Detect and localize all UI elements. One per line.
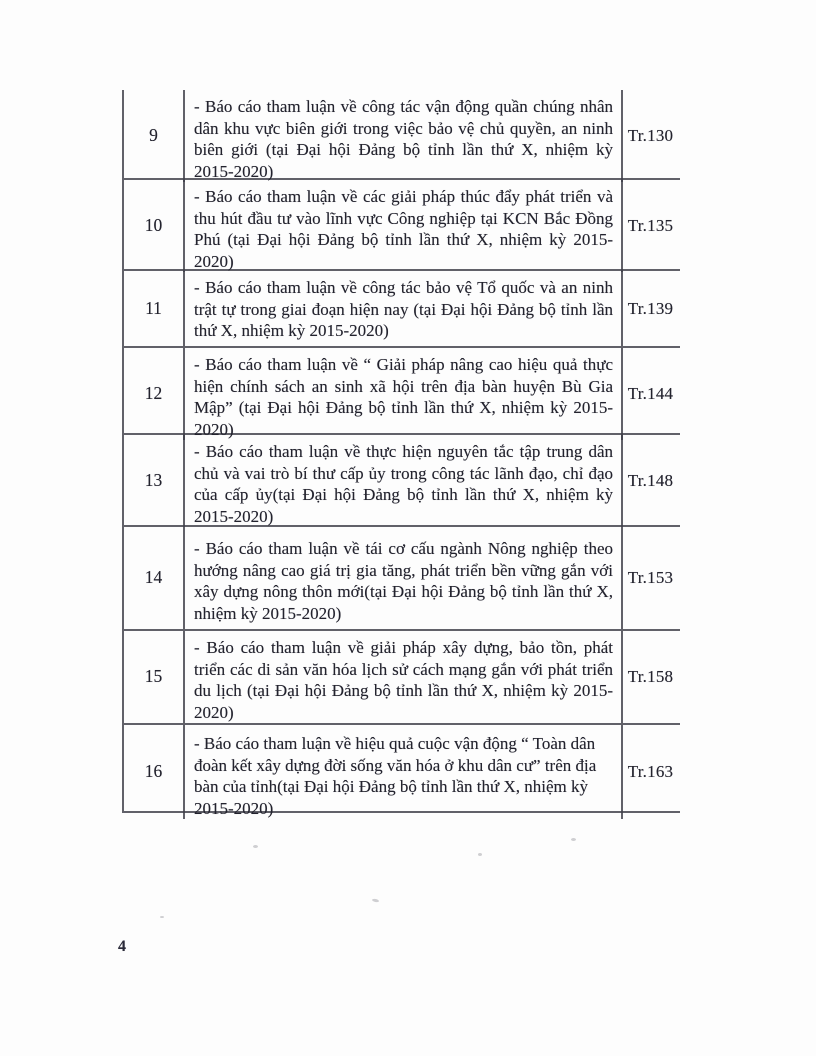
report-title-cell: - Báo cáo tham luận về công tác bảo vệ Tổ quốc và an ninh trật tự trong giai đoạn hiện nay (tại Đại hội Đảng bộ tỉnh lần thứ X, nhiệm kỳ 2015-2020) [185, 271, 623, 346]
page-ref-cell: Tr.148 [627, 471, 674, 491]
page-ref-cell: Tr.163 [627, 762, 674, 782]
row-number-cell: 13 [124, 435, 185, 527]
table-row [124, 348, 680, 439]
contents-table [122, 90, 680, 818]
scan-artifact [372, 898, 379, 902]
page-ref-cell: Tr.153 [627, 568, 674, 588]
report-title-cell: - Báo cáo tham luận về tái cơ cấu ngành Nông nghiệp theo hướng nâng cao giá trị gia tăng, phát triển bền vững gắn với xây dựng nông thôn mới(tại Đại hội Đảng bộ tỉnh lần thứ X, nhiệm kỳ 2015-2020) [185, 527, 623, 629]
page-ref-cell: Tr.139 [627, 298, 674, 318]
row-number-cell: 12 [124, 348, 185, 440]
row-number-cell: 10 [124, 180, 185, 272]
page-ref-cell: Tr.158 [627, 667, 674, 687]
report-title-cell: - Báo cáo tham luận về “ Giải pháp nâng cao hiệu quả thực hiện chính sách an sinh xã hội trên địa bàn huyện Bù Gia Mập” (tại Đại hội Đảng bộ tỉnh lần thứ X, nhiệm kỳ 2015-2020) [185, 348, 623, 440]
row-number-cell: 11 [124, 271, 185, 346]
page-ref-cell: Tr.144 [627, 384, 674, 404]
scan-artifact [160, 916, 164, 918]
report-title-cell: - Báo cáo tham luận về công tác vận động quần chúng nhân dân khu vực biên giới trong việc bảo vệ chủ quyền, an ninh biên giới (tại Đại hội Đảng bộ tỉnh lần thứ X, nhiệm kỳ 2015-2020) [185, 90, 623, 182]
table-row [124, 435, 680, 527]
table-row [124, 90, 680, 180]
table-row [124, 527, 680, 631]
table-row [124, 631, 680, 725]
row-number-cell: 16 [124, 725, 185, 819]
row-number-cell: 15 [124, 631, 185, 723]
scan-artifact [571, 838, 576, 841]
scan-artifact [253, 845, 258, 848]
row-number-cell: 14 [124, 527, 185, 629]
row-number-cell: 9 [124, 90, 185, 182]
page-number: 4 [118, 938, 126, 955]
scan-artifact [478, 853, 482, 856]
report-title-cell: - Báo cáo tham luận về hiệu quả cuộc vận động “ Toàn dân đoàn kết xây dựng đời sống văn hóa ở khu dân cư” trên địa bàn của tỉnh(tại Đại hội Đảng bộ tỉnh lần thứ X, nhiệm kỳ 2015-2020) [185, 725, 623, 819]
report-title-cell: - Báo cáo tham luận về giải pháp xây dựng, bảo tồn, phát triển các di sản văn hóa lịch sử cách mạng gắn với phát triển du lịch (tại Đại hội Đảng bộ tỉnh lần thứ X, nhiệm kỳ 2015-2020) [185, 631, 623, 723]
report-title-cell: - Báo cáo tham luận về thực hiện nguyên tắc tập trung dân chủ và vai trò bí thư cấp ủy trong công tác lãnh đạo, chỉ đạo của cấp ủy(tại Đại hội Đảng bộ tỉnh lần thứ X, nhiệm kỳ 2015-2020) [185, 435, 623, 527]
table-row [124, 271, 680, 348]
page-ref-cell: Tr.130 [627, 126, 674, 146]
table-row [124, 180, 680, 271]
table-row [124, 725, 680, 818]
report-title-cell: - Báo cáo tham luận về các giải pháp thúc đẩy phát triển và thu hút đầu tư vào lĩnh vực Công nghiệp tại KCN Bắc Đồng Phú (tại Đại hội Đảng bộ tỉnh lần thứ X, nhiệm kỳ 2015-2020) [185, 180, 623, 272]
page-ref-cell: Tr.135 [627, 216, 674, 236]
